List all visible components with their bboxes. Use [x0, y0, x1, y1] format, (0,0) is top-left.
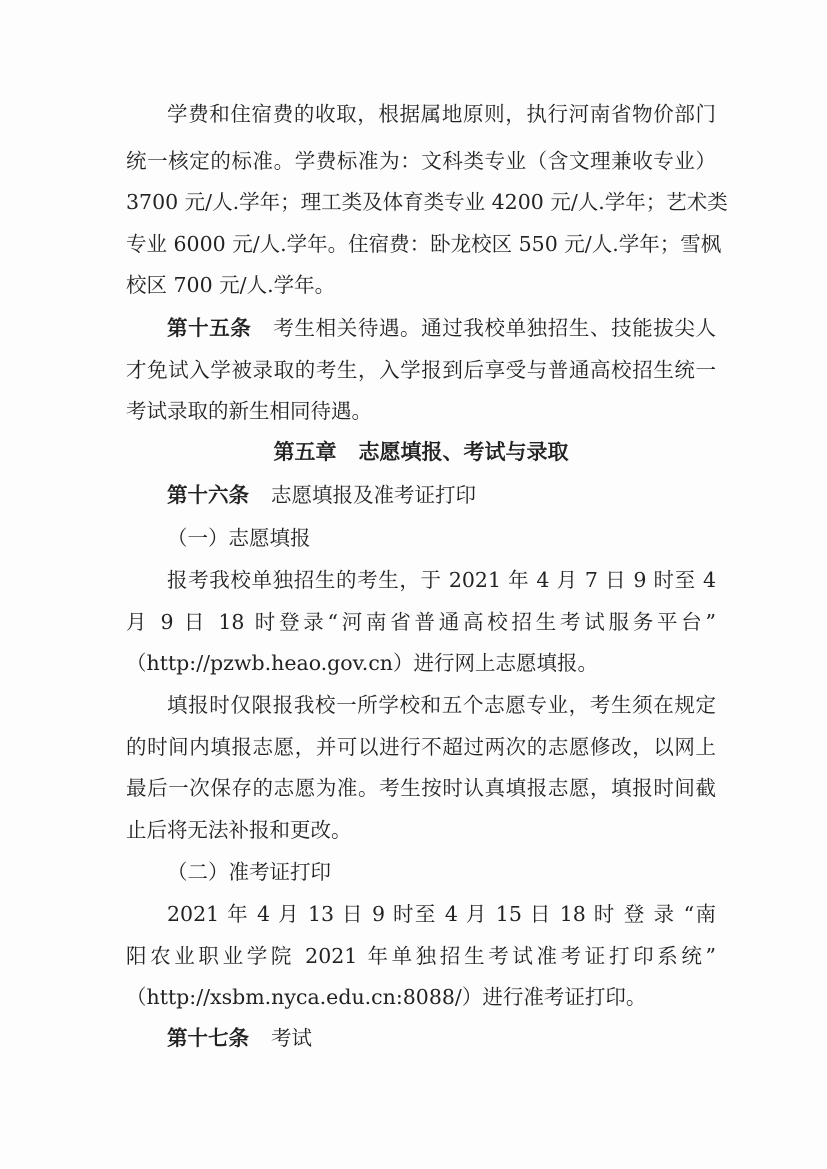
paragraph-line: 3700 元/人.学年；理工类及体育类专业 4200 元/人.学年；艺术类	[126, 190, 728, 214]
article-title: 第十五条	[167, 316, 252, 340]
paragraph-line: （http://xsbm.nyca.edu.cn:8088/）进行准考证打印。	[126, 985, 647, 1009]
article-15-first-line	[167, 314, 716, 342]
paragraph-line: 统一核定的标准。学费标准为：文科类专业（含文理兼收专业）	[126, 149, 716, 173]
paragraph-line: 止后将无法补报和更改。	[126, 818, 352, 842]
section-heading: （二）准考证打印	[167, 860, 331, 884]
paragraph-line: 学费和住宿费的收取，根据属地原则，执行河南省物价部门	[167, 102, 716, 126]
paragraph-line: 月 9 日 18 时登录“河南省普通高校招生考试服务平台”	[126, 610, 716, 634]
paragraph-line: 校区 700 元/人.学年。	[126, 273, 336, 297]
paragraph-line: 填报时仅限报我校一所学校和五个志愿专业，考生须在规定	[167, 693, 716, 717]
section-heading: （一）志愿填报	[167, 526, 311, 550]
article-title: 第十六条	[167, 483, 249, 507]
article-text: 考生相关待遇。通过我校单独招生、技能拔尖人	[273, 316, 717, 340]
article-text: 考试	[271, 1026, 312, 1050]
paragraph-line: （http://pzwb.heao.gov.cn）进行网上志愿填报。	[126, 651, 598, 675]
article-17-line	[167, 1024, 716, 1052]
article-title: 第十七条	[167, 1026, 249, 1050]
paragraph-line: 的时间内填报志愿，并可以进行不超过两次的志愿修改，以网上	[126, 735, 716, 759]
article-16-line	[167, 481, 716, 509]
paragraph-line: 阳农业职业学院 2021 年单独招生考试准考证打印系统”	[126, 944, 716, 968]
article-text: 志愿填报及准考证打印	[271, 483, 476, 507]
paragraph-line: 专业 6000 元/人.学年。住宿费：卧龙校区 550 元/人.学年；雪枫	[126, 232, 722, 256]
paragraph-line: 最后一次保存的志愿为准。考生按时认真填报志愿，填报时间截	[126, 776, 716, 800]
paragraph-line: 报考我校单独招生的考生，于 2021 年 4 月 7 日 9 时至 4	[167, 568, 716, 592]
paragraph-line: 2021 年 4 月 13 日 9 时至 4 月 15 日 18 时 登 录 “南	[167, 902, 716, 926]
paragraph-line: 考试录取的新生相同待遇。	[126, 399, 372, 423]
chapter-title: 志愿填报、考试与录取	[358, 440, 569, 464]
chapter-heading	[126, 438, 716, 466]
chapter-number: 第五章	[273, 440, 337, 464]
paragraph-line: 才免试入学被录取的考生，入学报到后享受与普通高校招生统一	[126, 358, 716, 382]
